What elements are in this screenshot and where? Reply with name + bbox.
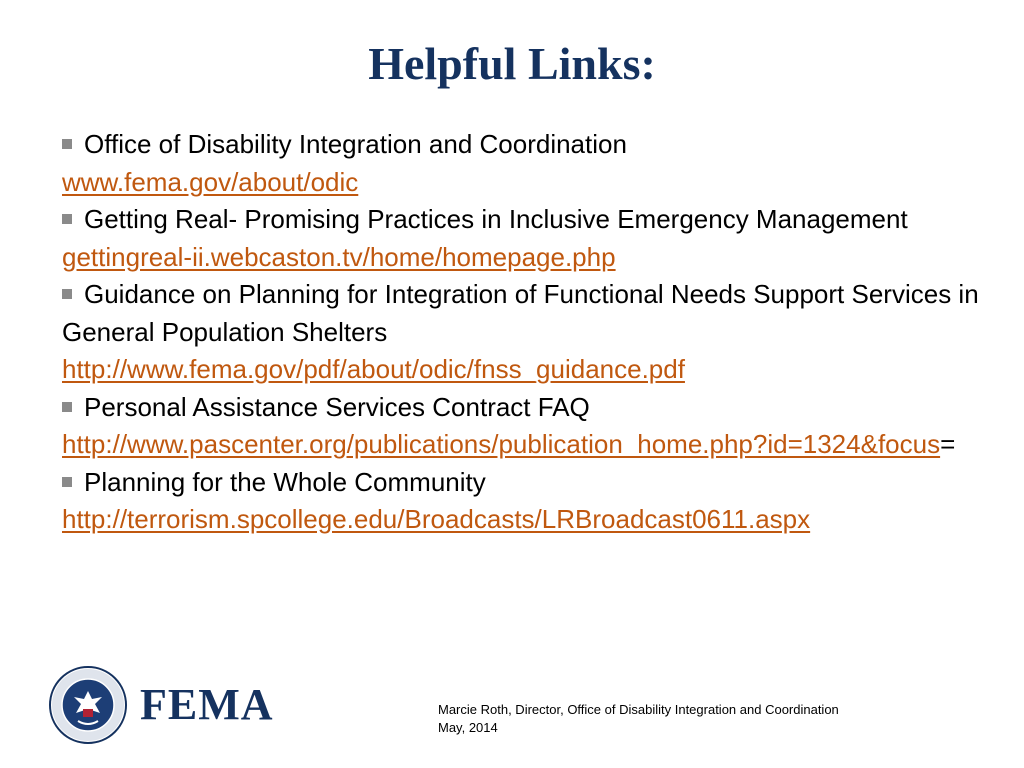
list-item [62,126,982,201]
fema-wordmark: FEMA [140,680,274,729]
square-bullet-icon [62,289,72,299]
list-item [62,201,982,276]
list-item [62,389,982,464]
list-item [62,464,982,539]
footer-author: Marcie Roth, Director, Office of Disability Integration and Coordination [438,702,839,717]
fema-logo [48,665,288,745]
square-bullet-icon [62,402,72,412]
square-bullet-icon [62,214,72,224]
item-text: Personal Assistance Services Contract FAQ [84,391,590,422]
footer-date: May, 2014 [438,720,498,735]
whole-community-link[interactable]: http://terrorism.spcollege.edu/Broadcasts/LRBroadcast0611.aspx [62,504,811,534]
links-list [62,126,982,539]
dhs-seal-icon [48,665,128,745]
pascenter-faq-link[interactable]: http://www.pascenter.org/publications/publication_home.php?id=1324&focus [62,429,941,459]
item-text: Guidance on Planning for Integration of Functional Needs Support Services in General Population Shelters [62,279,979,347]
square-bullet-icon [62,477,72,487]
link-suffix: = [940,429,956,459]
footer-credit [438,701,839,737]
list-item [62,276,982,389]
odic-link[interactable]: www.fema.gov/about/odic [62,166,359,197]
item-text: Office of Disability Integration and Coordination [84,129,627,159]
item-text: Getting Real- Promising Practices in Inclusive Emergency Management [84,204,908,234]
getting-real-link[interactable]: gettingreal-ii.webcaston.tv/home/homepage.php [62,241,616,272]
fnss-guidance-link[interactable]: http://www.fema.gov/pdf/about/odic/fnss_guidance.pdf [62,354,685,384]
square-bullet-icon [62,139,72,149]
item-text: Planning for the Whole Community [84,466,486,497]
slide-title: Helpful Links: [368,38,656,89]
